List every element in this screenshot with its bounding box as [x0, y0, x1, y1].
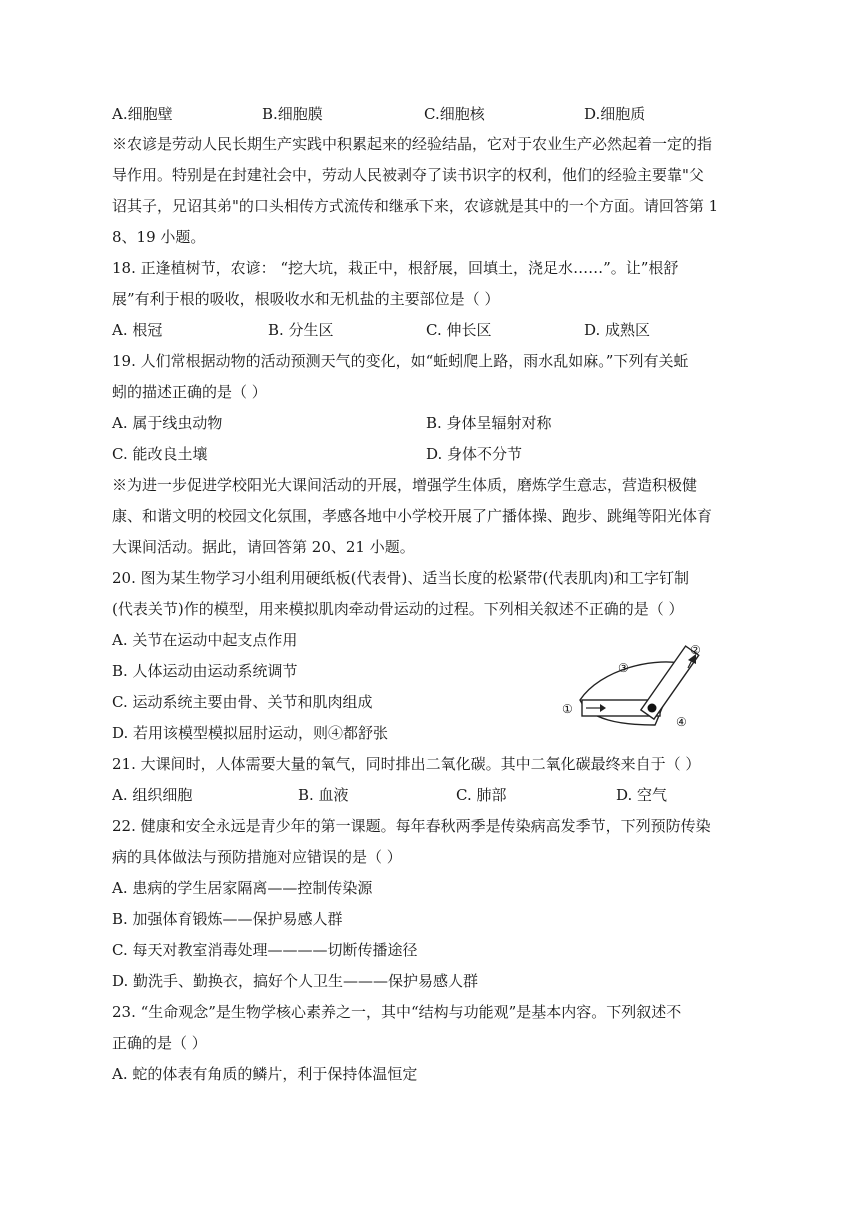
q22-option-a: A. 患病的学生居家隔离——控制传染源 — [112, 879, 373, 897]
q19-option-d: D. 身体不分节 — [426, 445, 523, 463]
q18-option-c: C. 伸长区 — [426, 321, 492, 339]
q21-option-d: D. 空气 — [616, 786, 668, 804]
q18-option-d: D. 成熟区 — [584, 321, 651, 339]
q19-stem-line1: 19. 人们常根据动物的活动预测天气的变化，如“蚯蚓爬上路，雨水乱如麻。”下列有关蚯 — [112, 352, 689, 370]
q18-option-a: A. 根冠 — [112, 321, 163, 339]
q20-option-d: D. 若用该模型模拟屈肘运动，则④都舒张 — [112, 724, 389, 742]
bone-muscle-model-figure — [560, 640, 720, 730]
joint-pin — [648, 704, 657, 713]
q23-stem-line2: 正确的是（ ） — [112, 1034, 207, 1052]
q23-stem-line1: 23. “生命观念”是生物学核心素养之一，其中“结构与功能观”是基本内容。下列叙述不 — [112, 1003, 682, 1021]
q22-stem-line2: 病的具体做法与预防措施对应错误的是（ ） — [112, 848, 402, 866]
intro2-line2: 康、和谐文明的校园文化氛围，孝感各地中小学校开展了广播体操、跑步、跳绳等阳光体育 — [112, 507, 713, 525]
intro1-line3: 诏其子，兄诏其弟"的口头相传方式流传和继承下来，农谚就是其中的一个方面。请回答第 1 — [112, 197, 719, 215]
q17-option-c: C.细胞核 — [424, 105, 485, 123]
q17-option-b: B.细胞膜 — [262, 105, 323, 123]
q20-option-b: B. 人体运动由运动系统调节 — [112, 662, 298, 680]
q21-option-a: A. 组织细胞 — [112, 786, 193, 804]
q19-option-b: B. 身体呈辐射对称 — [426, 414, 552, 432]
q18-stem-line2: 展”有利于根的吸收，根吸收水和无机盐的主要部位是（ ） — [112, 290, 500, 308]
q21-stem-line1: 21. 大课间时，人体需要大量的氧气，同时排出二氧化碳。其中二氧化碳最终来自于（ ） — [112, 755, 701, 773]
q19-option-a: A. 属于线虫动物 — [112, 414, 223, 432]
q20-option-c: C. 运动系统主要由骨、关节和肌肉组成 — [112, 693, 373, 711]
q18-stem-line1: 18. 正逢植树节，农谚： “挖大坑，栽正中，根舒展，回填土，浇足水……”。让”根舒 — [112, 259, 679, 277]
q17-option-a: A.细胞壁 — [112, 105, 173, 123]
q18-option-b: B. 分生区 — [268, 321, 334, 339]
q20-stem-line2: (代表关节)作的模型，用来模拟肌肉牵动骨运动的过程。下列相关叙述不正确的是（ ） — [112, 600, 684, 618]
q22-option-d: D. 勤洗手、勤换衣，搞好个人卫生———保护易感人群 — [112, 972, 479, 990]
q22-stem-line1: 22. 健康和安全永远是青少年的第一课题。每年春秋两季是传染病高发季节，下列预防传染 — [112, 817, 711, 835]
q20-stem-line1: 20. 图为某生物学习小组利用硬纸板(代表骨)、适当长度的松紧带(代表肌肉)和工字钉制 — [112, 569, 690, 587]
q21-option-c: C. 肺部 — [456, 786, 507, 804]
q23-option-a: A. 蛇的体表有角质的鳞片，利于保持体温恒定 — [112, 1065, 418, 1083]
q21-option-b: B. 血液 — [298, 786, 349, 804]
figure-label-2: ② — [690, 643, 701, 657]
intro2-line3: 大课间活动。据此，请回答第 20、21 小题。 — [112, 538, 415, 556]
intro1-line4: 8、19 小题。 — [112, 228, 206, 246]
intro2-line1: ※为进一步促进学校阳光大课间活动的开展，增强学生体质，磨炼学生意志，营造积极健 — [112, 476, 698, 494]
figure-label-4: ④ — [676, 715, 687, 729]
q20-option-a: A. 关节在运动中起支点作用 — [112, 631, 298, 649]
q19-option-c: C. 能改良土壤 — [112, 445, 208, 463]
figure-label-1: ① — [562, 702, 573, 716]
intro1-line1: ※农谚是劳动人民长期生产实践中积累起来的经验结晶，它对于农业生产必然起着一定的指 — [112, 135, 713, 153]
intro1-line2: 导作用。特别是在封建社会中，劳动人民被剥夺了读书识字的权利，他们的经验主要靠"父 — [112, 166, 704, 184]
q22-option-b: B. 加强体育锻炼——保护易感人群 — [112, 910, 343, 928]
q22-option-c: C. 每天对教室消毒处理————切断传播途径 — [112, 941, 418, 959]
q17-option-d: D.细胞质 — [584, 105, 646, 123]
q19-stem-line2: 蚓的描述正确的是（ ） — [112, 383, 267, 401]
figure-label-3: ③ — [618, 661, 629, 675]
